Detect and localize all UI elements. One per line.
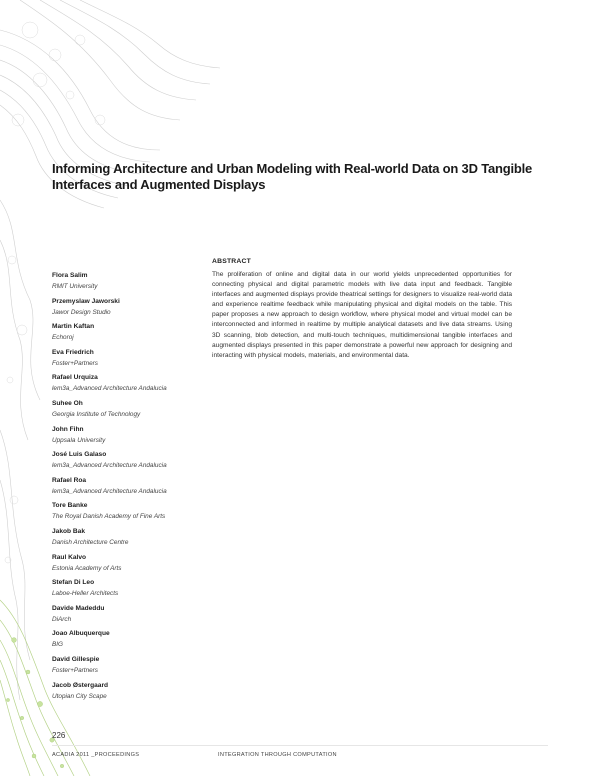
author-name: José Luis Galaso [52,451,107,459]
author-entry [52,373,222,399]
author-entry [52,476,222,502]
author-affiliation: Jawor Design Studio [52,308,111,316]
author-entry [52,578,222,604]
author-affiliation: DiArch [52,615,72,623]
author-name: Flora Salim [52,272,88,279]
author-affiliation: Estonia Academy of Arts [52,564,122,572]
author-entry [52,604,222,630]
footer-section-title: INTEGRATION THROUGH COMPUTATION [218,752,337,758]
author-name: Rafael Urquiza [52,374,98,382]
author-entry [52,527,222,553]
author-affiliation: Laboe-Heller Architects [52,590,119,598]
author-affiliation: The Royal Danish Academy of Fine Arts [52,513,166,521]
author-entry [52,655,222,681]
author-affiliation: Georgia Institute of Technology [52,410,141,418]
abstract-text: The proliferation of online and digital data in our world yields unprecedented opportunities for connecting physical and digital parametric models with live data input and feedback. Tangible interfaces and augmented displays provide theatrical settings for designers to visualize real-world data and experience realtime feedback while manipulating physical and digital models on the table. This paper proposes a new approach to design workflow, where physical model and virtual model can be interconnected and informed in realtime by multiple analytical datasets and live data streams. Using 3D scanning, blob detection, and multi-touch techniques, multidimensional tangible interfaces and augmented displays presented in this paper demonstrate a powerful new approach for designing and interacting with physical models, materials, and environmental data. [212,271,512,359]
author-affiliation: Foster+Partners [52,666,98,674]
author-affiliation: Danish Architecture Centre [52,538,129,546]
footer-proceedings: ACADIA 2011 _PROCEEDINGS [52,752,140,758]
author-affiliation: RMIT University [52,283,98,290]
author-name: Jakob Bak [52,527,85,535]
author-name: John Fihn [52,425,84,433]
author-affiliation: Utopian City Scape [52,692,107,700]
author-name: Raul Kalvo [52,553,87,561]
author-name: Martin Kaftan [52,323,95,331]
author-affiliation: lem3a_Advanced Architecture Andalucia [52,385,167,393]
author-entry [52,450,222,476]
author-entry [52,271,222,297]
author-entry [52,322,222,348]
author-entry [52,348,222,374]
author-affiliation: Foster+Partners [52,359,98,367]
author-entry [52,553,222,579]
author-name: Eva Friedrich [52,348,94,356]
author-affiliation: Uppsala University [52,436,106,444]
author-affiliation: lem3a_Advanced Architecture Andalucia [52,487,167,495]
author-name: Joao Albuquerque [52,630,110,638]
author-entry [52,297,222,323]
author-name: Stefan Di Leo [52,579,95,587]
author-name: Przemyslaw Jaworski [52,297,120,305]
author-name: Tore Banke [52,502,88,510]
author-entry [52,629,222,655]
author-entry [52,501,222,527]
footer-divider [52,745,548,746]
author-entry [52,425,222,451]
author-list [52,271,222,706]
abstract-heading: ABSTRACT [212,258,251,265]
author-affiliation: BIG [52,641,64,649]
author-name: Jacob Østergaard [52,681,109,689]
author-affiliation: lem3a_Advanced Architecture Andalucia [52,462,167,470]
author-entry [52,681,222,707]
author-name: Davide Madeddu [52,604,105,612]
paper-title: Informing Architecture and Urban Modeling with Real-world Data on 3D Tangible Interfaces and Augmented Displays [52,161,533,192]
author-name: David Gillespie [52,655,100,663]
author-name: Rafael Roa [52,476,87,484]
author-name: Suhee Oh [52,399,83,407]
page-number: 226 [52,731,66,740]
author-affiliation: Echoroj [52,334,74,342]
author-entry [52,399,222,425]
